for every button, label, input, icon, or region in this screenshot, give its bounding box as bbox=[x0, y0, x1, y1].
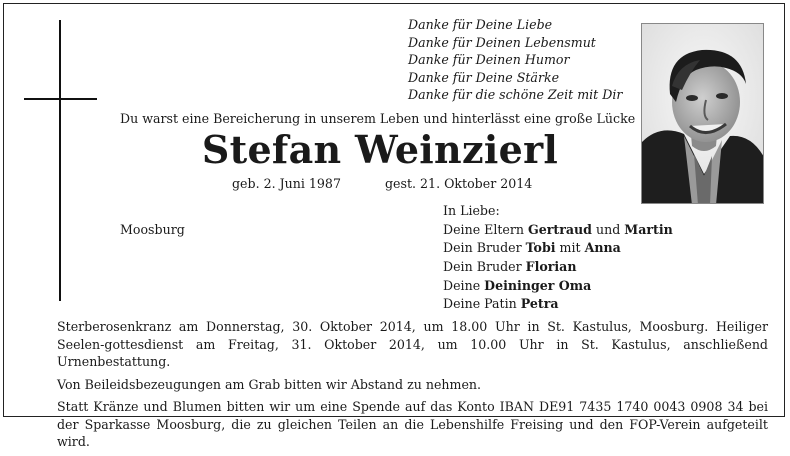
family-relation: Dein Bruder bbox=[443, 259, 526, 275]
family-relation: Deine Patin bbox=[443, 296, 521, 312]
family-member: Gertraud bbox=[528, 221, 592, 237]
poem-line: Danke für Deine Stärke bbox=[408, 69, 560, 85]
birth-date: geb. 2. Juni 1987 bbox=[232, 176, 341, 191]
family-member: Anna bbox=[584, 240, 621, 256]
family-member: Martin bbox=[624, 221, 673, 237]
family-list bbox=[443, 202, 673, 314]
family-line bbox=[443, 258, 673, 277]
deceased-name: Stefan Weinzierl bbox=[201, 127, 559, 172]
family-member: Florian bbox=[525, 259, 577, 275]
death-date: gest. 21. Oktober 2014 bbox=[385, 176, 533, 191]
family-line bbox=[443, 295, 673, 314]
family-line bbox=[443, 277, 673, 296]
funeral-notice: Sterberosenkranz am Donnerstag, 30. Oktober 2014, um 18.00 Uhr in St. Kastulus, Moosburg. Heiliger Seelen-gottesdienst am Freitag, 31. Oktober 2014, um 10.00 Uhr in St. Kastulus, anschließend Urnenbestattung. bbox=[57, 319, 768, 369]
family-member: Petra bbox=[520, 296, 559, 312]
family-relation: Deine bbox=[443, 277, 485, 293]
donation-notice: Statt Kränze und Blumen bitten wir um eine Spende auf das Konto IBAN DE91 7435 1740 0043 0908 34 bei der Sparkasse Moosburg, die zu gleichen Teilen an die Lebenshilfe Freising und den FOP-Verein aufgeteilt wird. bbox=[57, 399, 768, 449]
notices bbox=[57, 318, 768, 456]
place-name: Moosburg bbox=[120, 222, 185, 237]
condolence-notice: Von Beileidsbezeugungen am Grab bitten wir Abstand zu nehmen. bbox=[57, 376, 482, 392]
cross-horizontal-bar bbox=[24, 98, 97, 100]
poem-line: Danke für Deine Liebe bbox=[408, 17, 553, 32]
family-line bbox=[443, 221, 673, 240]
portrait-image bbox=[642, 24, 764, 204]
family-conjunction: und bbox=[592, 221, 625, 237]
poem-line: Danke für Deinen Humor bbox=[408, 52, 570, 68]
family-line bbox=[443, 239, 673, 258]
family-relation: Deine Eltern bbox=[443, 221, 529, 237]
family-member: Deininger Oma bbox=[484, 277, 592, 293]
poem-line: Danke für Deinen Lebensmut bbox=[408, 34, 596, 50]
poem-line: Danke für die schöne Zeit mit Dir bbox=[408, 87, 623, 103]
poem bbox=[408, 16, 638, 104]
portrait-photo bbox=[641, 23, 764, 204]
family-heading: In Liebe: bbox=[443, 203, 500, 218]
intro-line: Du warst eine Bereicherung in unserem Leben und hinterlässt eine große Lücke bbox=[120, 111, 636, 126]
family-member: Tobi bbox=[525, 240, 556, 256]
family-conjunction: mit bbox=[555, 240, 585, 256]
family-relation: Dein Bruder bbox=[443, 240, 526, 256]
